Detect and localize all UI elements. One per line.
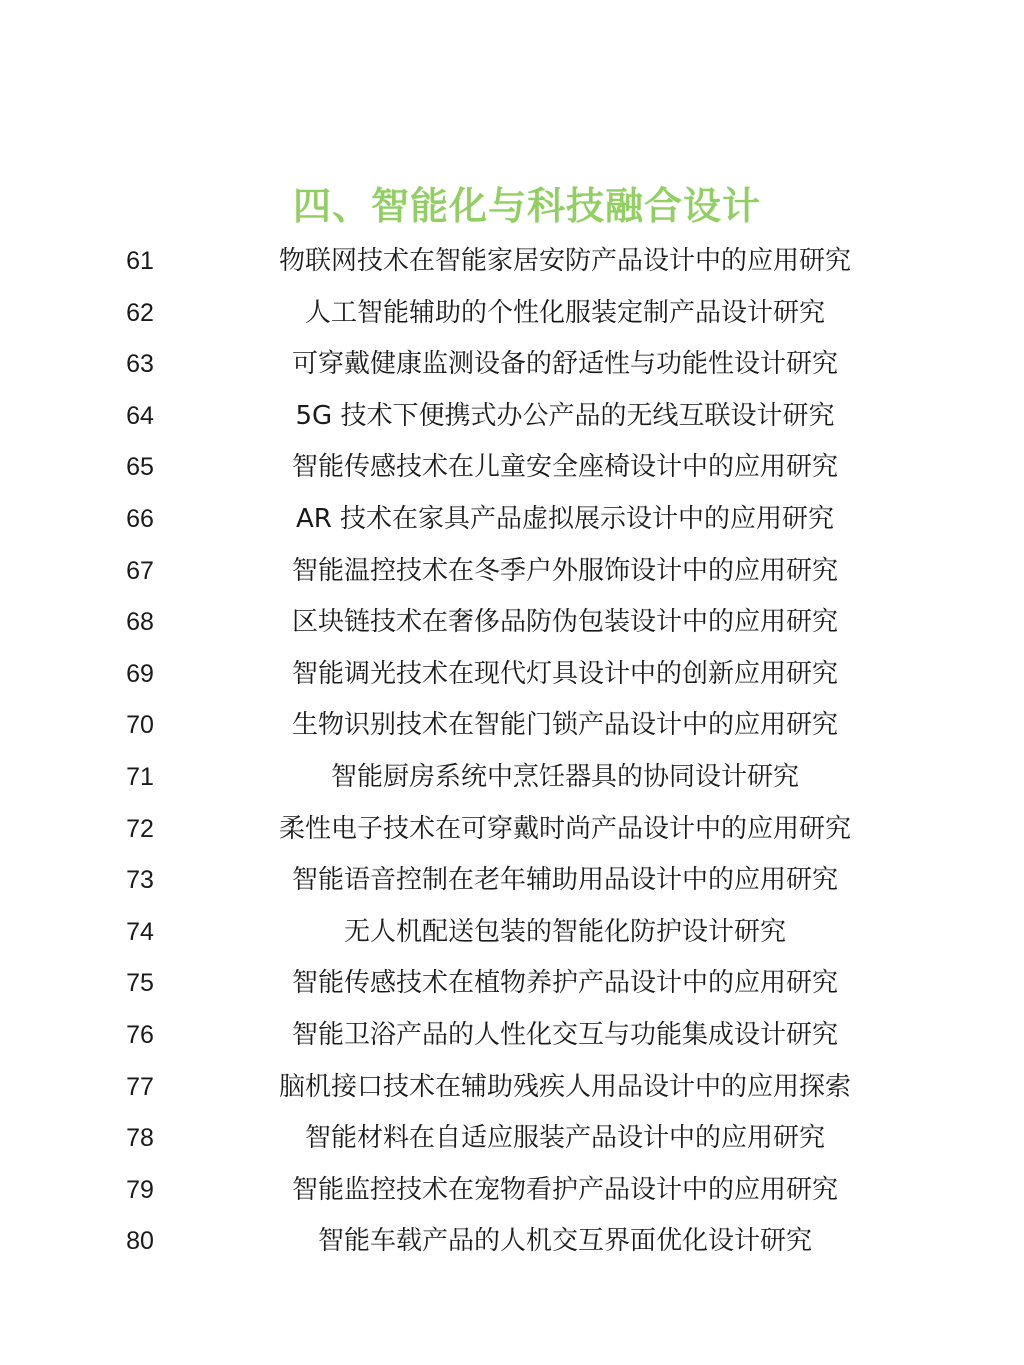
topic-row-76 (0, 1010, 1024, 1062)
topic-number: 71 (126, 762, 154, 791)
topic-number: 70 (126, 711, 154, 740)
topic-row-78 (0, 1113, 1024, 1165)
topic-number: 64 (126, 401, 154, 430)
topic-row-64 (0, 391, 1024, 443)
topic-row-80 (0, 1216, 1024, 1268)
topic-row-72 (0, 804, 1024, 856)
topic-row-73 (0, 855, 1024, 907)
topic-title: 智能传感技术在儿童安全座椅设计中的应用研究 (291, 452, 838, 483)
topic-number: 74 (126, 917, 154, 946)
topic-row-75 (0, 958, 1024, 1010)
topic-row-61 (0, 236, 1024, 288)
topic-row-71 (0, 752, 1024, 804)
topic-number: 62 (126, 298, 154, 327)
topic-number: 77 (126, 1072, 154, 1101)
topic-number: 75 (126, 969, 154, 998)
topic-title: 5G 技术下便携式办公产品的无线互联设计研究 (295, 400, 835, 431)
topic-title: 智能调光技术在现代灯具设计中的创新应用研究 (291, 658, 838, 689)
topic-row-65 (0, 442, 1024, 494)
topic-row-66 (0, 494, 1024, 546)
topic-title: 智能卫浴产品的人性化交互与功能集成设计研究 (291, 1019, 838, 1050)
topic-number: 76 (126, 1020, 154, 1049)
topic-row-63 (0, 339, 1024, 391)
topic-title: 无人机配送包装的智能化防护设计研究 (343, 916, 786, 947)
topic-title: 可穿戴健康监测设备的舒适性与功能性设计研究 (291, 349, 838, 380)
topic-number: 80 (126, 1227, 154, 1256)
topic-title: 智能传感技术在植物养护产品设计中的应用研究 (291, 968, 838, 999)
topic-title: 智能监控技术在宠物看护产品设计中的应用研究 (291, 1174, 838, 1205)
topic-number: 65 (126, 453, 154, 482)
topic-row-77 (0, 1062, 1024, 1114)
topic-row-70 (0, 700, 1024, 752)
topic-row-67 (0, 546, 1024, 598)
topic-title: 物联网技术在智能家居安防产品设计中的应用研究 (278, 246, 851, 276)
topic-row-79 (0, 1165, 1024, 1217)
topic-number: 68 (126, 608, 154, 637)
topic-title: 智能材料在自适应服装产品设计中的应用研究 (304, 1123, 825, 1154)
topic-row-74 (0, 907, 1024, 959)
topic-number: 66 (126, 504, 154, 533)
topic-title: 智能语音控制在老年辅助用品设计中的应用研究 (291, 865, 838, 896)
topic-title: 脑机接口技术在辅助残疾人用品设计中的应用探索 (278, 1071, 851, 1102)
topic-title: 区块链技术在奢侈品防伪包装设计中的应用研究 (291, 607, 838, 638)
topic-title: 智能厨房系统中烹饪器具的协同设计研究 (330, 761, 799, 792)
topic-row-68 (0, 597, 1024, 649)
topic-number: 79 (126, 1175, 154, 1204)
topic-title: 生物识别技术在智能门锁产品设计中的应用研究 (291, 710, 838, 741)
topic-number: 78 (126, 1124, 154, 1153)
topic-title: AR 技术在家具产品虚拟展示设计中的应用研究 (295, 503, 835, 534)
topic-row-69 (0, 649, 1024, 701)
topic-row-62 (0, 288, 1024, 340)
topic-number: 73 (126, 866, 154, 895)
topic-title: 人工智能辅助的个性化服装定制产品设计研究 (304, 297, 825, 328)
topic-number: 69 (126, 659, 154, 688)
topic-number: 67 (126, 556, 154, 585)
topic-title: 智能温控技术在冬季户外服饰设计中的应用研究 (291, 555, 838, 586)
topic-title: 柔性电子技术在可穿戴时尚产品设计中的应用研究 (278, 813, 851, 844)
section-title: 四、智能化与科技融合设计 (292, 184, 761, 228)
topic-title: 智能车载产品的人机交互界面优化设计研究 (317, 1226, 812, 1257)
topic-number: 63 (126, 350, 154, 379)
topic-number: 72 (126, 814, 154, 843)
topic-number: 61 (126, 247, 154, 275)
topic-list (0, 236, 1024, 1268)
